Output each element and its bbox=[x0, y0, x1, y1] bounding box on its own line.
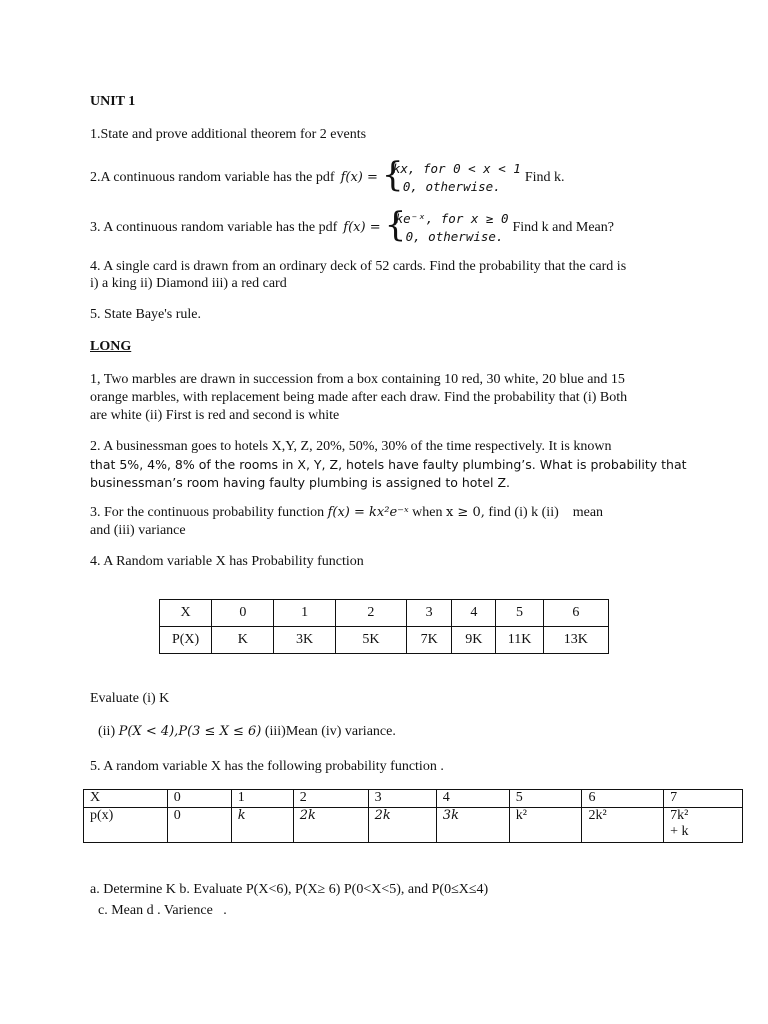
q3l-formula: f(x) = kx²e⁻ˣ bbox=[327, 505, 409, 520]
q3l-suffix: find (i) k (ii) mean bbox=[488, 505, 604, 520]
long-q2-line1: 2. A businessman goes to hotels X,Y, Z, 20%, 50%, 30% of the time respectively. It is known bbox=[90, 439, 612, 454]
table-cell: 7K bbox=[407, 627, 452, 654]
q2-prefix: 2.A continuous random variable has the pdf bbox=[90, 170, 335, 185]
table-cell: 4 bbox=[436, 790, 509, 808]
table-cell: 13K bbox=[543, 627, 608, 654]
q4-part2-suffix: (iii)Mean (iv) variance. bbox=[264, 724, 396, 739]
q2-case2: 0, otherwise. bbox=[402, 179, 501, 194]
table-cell: P(X) bbox=[160, 627, 212, 654]
table-cell: k² bbox=[509, 808, 582, 843]
table-cell: 5 bbox=[496, 600, 543, 627]
long-q4-text: 4. A Random variable X has Probability function bbox=[90, 554, 364, 569]
long-q1-line1: 1, Two marbles are drawn in succession from a box containing 10 red, 30 white, 20 blue and 15 bbox=[90, 372, 625, 387]
table-cell: 2 bbox=[335, 600, 406, 627]
table-cell: 1 bbox=[231, 790, 293, 808]
table-cell: 0 bbox=[167, 790, 231, 808]
table-cell: p(x) bbox=[84, 808, 168, 843]
q5-last-cell-line1: 7k² bbox=[670, 808, 689, 823]
q5-parts-a: a. Determine K b. Evaluate P(X<6), P(X≥ 6) P(0<X<5), and P(0≤X≤4) bbox=[90, 882, 489, 897]
table-cell: 0 bbox=[167, 808, 231, 843]
table-cell: 5 bbox=[509, 790, 582, 808]
q2-piecewise: { kx, for 0 < x < 1 0, otherwise. bbox=[381, 155, 521, 195]
table-cell: 0 bbox=[212, 600, 274, 627]
q4-part2 bbox=[98, 723, 396, 741]
table-row bbox=[160, 627, 609, 654]
q2-fx: f(x) = bbox=[340, 170, 378, 185]
table-cell: 3k bbox=[436, 808, 509, 843]
table-cell: 4 bbox=[452, 600, 496, 627]
q3-suffix: Find k and Mean? bbox=[512, 220, 614, 235]
long-q5-text: 5. A random variable X has the following probability function . bbox=[90, 759, 444, 774]
q3-case2: 0, otherwise. bbox=[405, 229, 504, 244]
long-q3-line2: and (iii) variance bbox=[90, 523, 186, 538]
table-row bbox=[84, 808, 743, 843]
table-cell: 6 bbox=[543, 600, 608, 627]
long-q1-line3: are white (ii) First is red and second is white bbox=[90, 408, 340, 423]
table-cell: 3 bbox=[368, 790, 436, 808]
long-q2-line2: that 5%, 4%, 8% of the rooms in X, Y, Z, hotels have faulty plumbing’s. What is probability that bbox=[90, 457, 687, 472]
table-cell: 9K bbox=[452, 627, 496, 654]
table-cell: 3K bbox=[274, 627, 335, 654]
q3-prefix: 3. A continuous random variable has the pdf bbox=[90, 220, 338, 235]
short-question-3 bbox=[90, 205, 614, 246]
table-row bbox=[160, 600, 609, 627]
q5-probability-table bbox=[83, 789, 743, 843]
q2-suffix: Find k. bbox=[524, 170, 565, 185]
table-row bbox=[84, 790, 743, 808]
q3-piecewise: { ke⁻ˣ, for x ≥ 0 0, otherwise. bbox=[384, 205, 509, 245]
q3-case1: ke⁻ˣ, for x ≥ 0 bbox=[395, 211, 509, 226]
q4-part2-formula-b: P(3 ≤ X ≤ 6) bbox=[178, 724, 262, 739]
table-cell: X bbox=[84, 790, 168, 808]
q3-fx: f(x) = bbox=[343, 220, 381, 235]
table-cell: 2k² bbox=[582, 808, 664, 843]
short-question-1: 1.State and prove additional theorem for 2 events bbox=[90, 127, 367, 142]
table-cell: 11K bbox=[496, 627, 543, 654]
q4-part2-prefix: (ii) bbox=[98, 724, 116, 739]
table-cell: 3 bbox=[407, 600, 452, 627]
table-cell: 6 bbox=[582, 790, 664, 808]
table-cell: 5K bbox=[335, 627, 406, 654]
q5-last-cell-line2: + k bbox=[670, 824, 689, 839]
q5-parts-c: c. Mean d . Varience . bbox=[98, 903, 227, 918]
long-q2-line3: businessman’s room having faulty plumbing is assigned to hotel Z. bbox=[90, 475, 511, 490]
table-cell: X bbox=[160, 600, 212, 627]
table-cell: 7 bbox=[664, 790, 743, 808]
table-cell: 1 bbox=[274, 600, 335, 627]
short-question-4-line1: 4. A single card is drawn from an ordinary deck of 52 cards. Find the probability that the card is bbox=[90, 259, 627, 274]
table-cell: k bbox=[231, 808, 293, 843]
long-q3-line1 bbox=[90, 504, 603, 522]
short-question-5: 5. State Baye's rule. bbox=[90, 307, 201, 322]
q4-part2-formula-a: P(X < 4), bbox=[118, 724, 179, 739]
q3l-middle: when bbox=[412, 505, 443, 520]
q3l-prefix: 3. For the continuous probability function bbox=[90, 505, 325, 520]
q3l-condition: x ≥ 0, bbox=[445, 505, 485, 520]
long-heading: LONG bbox=[90, 339, 132, 354]
table-cell: 2 bbox=[293, 790, 368, 808]
table-cell bbox=[664, 808, 743, 843]
short-question-2 bbox=[90, 155, 565, 196]
unit-title: UNIT 1 bbox=[90, 94, 136, 109]
q4-probability-table bbox=[159, 599, 609, 654]
q2-case1: kx, for 0 < x < 1 bbox=[392, 161, 521, 176]
q4-evaluate: Evaluate (i) K bbox=[90, 691, 170, 706]
long-q1-line2: orange marbles, with replacement being made after each draw. Find the probability that (i) Both bbox=[90, 390, 628, 405]
table-cell: 2k bbox=[293, 808, 368, 843]
table-cell: K bbox=[212, 627, 274, 654]
table-cell: 2k bbox=[368, 808, 436, 843]
short-question-4-line2: i) a king ii) Diamond iii) a red card bbox=[90, 276, 287, 291]
